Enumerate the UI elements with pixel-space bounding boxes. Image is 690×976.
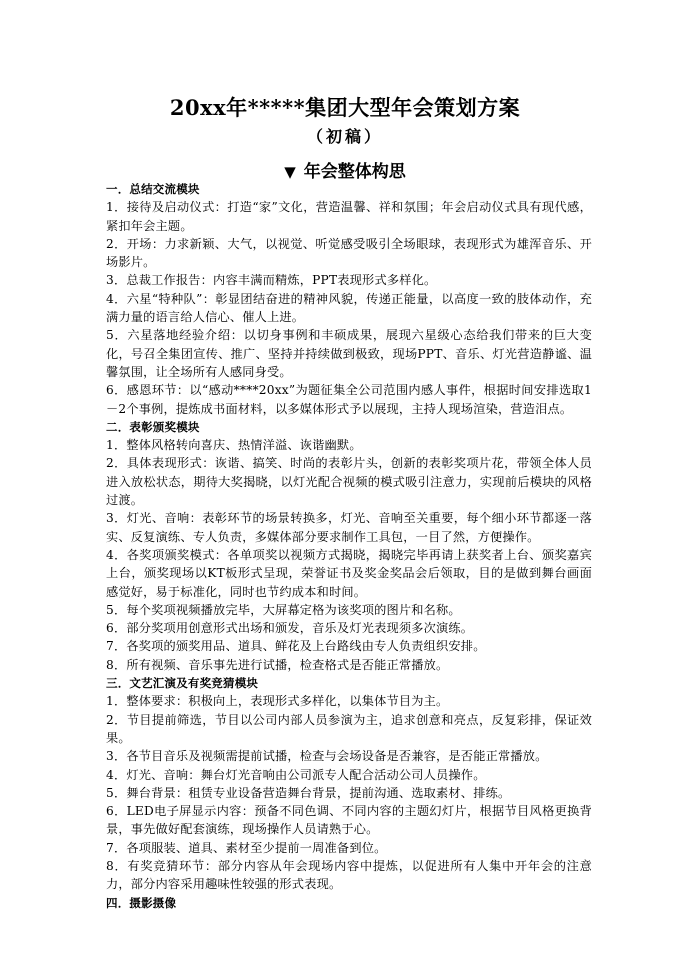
list-item: 1．接待及启动仪式：打造“家”文化，营造温馨、祥和氛围；年会启动仪式具有现代感，紧扣年会主题。 <box>106 200 592 233</box>
list-item: 4．灯光、音响：舞台灯光音响由公司派专人配合活动公司人员操作。 <box>106 767 486 782</box>
document-subtitle: （初稿） <box>306 127 383 146</box>
document-title: 20xx年*****集团大型年会策划方案 <box>169 95 521 120</box>
module-title: 四．摄影摄像 <box>106 895 177 910</box>
list-item: 6．部分奖项用创意形式出场和颁发，音乐及灯光表现须多次演练。 <box>106 621 474 636</box>
list-item: 3．各节目音乐及视频需提前试播，检查与会场设备是否兼容，是否能正常播放。 <box>106 749 548 764</box>
list-item: 5．六星落地经验介绍：以切身事例和丰硕成果，展现六星级心态给我们带来的巨大变化，号召全集团宣传、推广、坚持并持续做到极致，现场PPT、音乐、灯光营造静谧、温馨氛围，让全场所有人感同身受。 <box>106 328 592 379</box>
module-title: 一．总结交流模块 <box>106 182 200 196</box>
module-title: 三．文艺汇演及有奖竞猜模块 <box>106 676 259 691</box>
list-item: 5．每个奖项视频播放完毕，大屏幕定格为该奖项的图片和名称。 <box>106 602 461 617</box>
list-item: 2．节目提前筛选，节目以公司内部人员参演为主，追求创意和亮点，反复彩排，保证效果。 <box>106 712 592 745</box>
list-item: 2．具体表现形式：诙谐、搞笑、时尚的表彰片头，创新的表彰奖项片花，带领全体人员进入放松状态，期待大奖揭晓，以灯光配合视频的模式吸引注意力，实现前后模块的风格过渡。 <box>106 456 592 508</box>
list-item: 8．有奖竞猜环节：部分内容从年会现场内容中提炼，以促进所有人集中开年会的注意力，部分内容采用趣味性较强的形式表现。 <box>106 858 592 892</box>
list-item: 2．开场：力求新颖、大气，以视觉、听觉感受吸引全场眼球，表现形式为雄浑音乐、开场影片。 <box>106 236 592 270</box>
list-item: 1．整体要求：积极向上，表现形式多样化，以集体节目为主。 <box>106 694 449 709</box>
list-item: 7．各奖项的颁奖用品、道具、鲜花及上台路线由专人负责组织安排。 <box>106 639 486 654</box>
list-item: 7．各项服装、道具、素材至少提前一周准备到位。 <box>106 840 387 855</box>
document-body <box>106 180 592 912</box>
list-item: 4．各奖项颁奖模式：各单项奖以视频方式揭晓，揭晓完毕再请上获奖者上台、颁奖嘉宾上台，颁奖现场以KT板形式呈现，荣誉证书及奖金奖品会后领取，目的是做到舞台画面感觉好，易于标准化，同时也节约成本和时间。 <box>106 547 592 599</box>
list-item: 3．总裁工作报告：内容丰满而精炼，PPT表现形式多样化。 <box>106 273 437 288</box>
list-item: 6．感恩环节：以“感动****20xx”为题征集全公司范围内感人事件，根据时间安排选取1－2个事例，提炼成书面材料，以多媒体形式予以展现，主持人现场渲染，营造泪点。 <box>106 383 592 416</box>
list-item: 5．舞台背景：租赁专业设备营造舞台背景，提前沟通、选取素材、排练。 <box>106 785 511 800</box>
list-item: 8．所有视频、音乐事先进行试播，检查格式是否能正常播放。 <box>106 657 449 672</box>
list-item: 6．LED电子屏显示内容：预备不同色调、不同内容的主题幻灯片，根据节目风格更换背景，事先做好配套演练，现场操作人员请熟于心。 <box>106 804 592 837</box>
list-item: 1．整体风格转向喜庆、热情洋溢、诙谐幽默。 <box>106 438 362 453</box>
list-item: 4．六星“特种队”：彰显团结奋进的精神风貌，传递正能量，以高度一致的肢体动作，充满力量的语言给人信心、催人上进。 <box>106 291 592 325</box>
module-title: 二．表彰颁奖模块 <box>106 419 200 434</box>
triangle-down-icon: ▼ <box>284 163 296 181</box>
list-item: 3．灯光、音响：表彰环节的场景转换多，灯光、音响至关重要，每个细小环节都逐一落实、反复演练、专人负责，多媒体部分要求制作工具包，一目了然，方便操作。 <box>106 511 592 544</box>
section-heading-text: 年会整体构思 <box>303 162 406 182</box>
